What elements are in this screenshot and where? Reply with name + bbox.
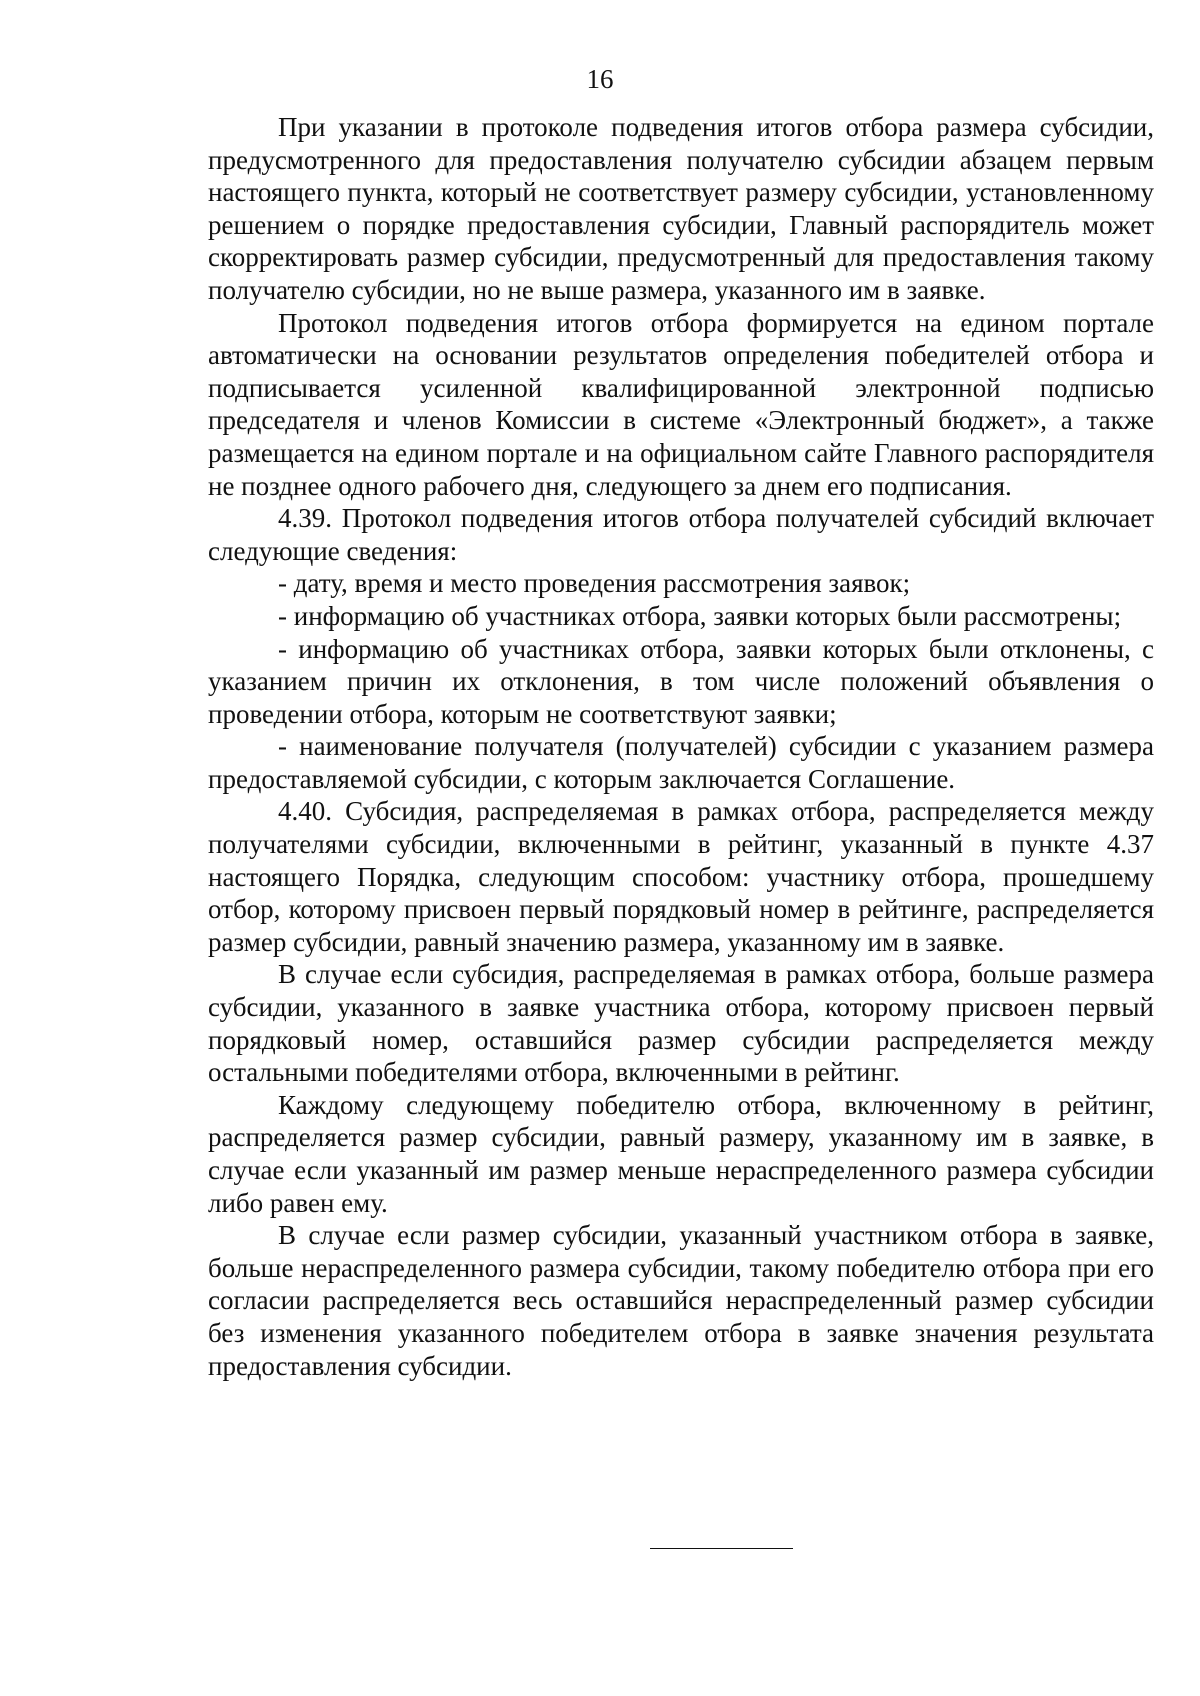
- end-divider: [650, 1548, 793, 1549]
- paragraph-4-39: 4.39. Протокол подведения итогов отбора получателей субсидий включает следующие сведения:: [208, 503, 1154, 566]
- paragraph-protocol-formation: Протокол подведения итогов отбора формируется на едином портале автоматически на основании результатов определения победителей отбора и подписывается усиленной квалифицированной электронной подписью председателя и членов Комиссии в системе «Электронный бюджет», а также размещается на едином портале и на официальном сайте Главного распорядителя не позднее одного рабочего дня, следующего за днем его подписания.: [208, 307, 1154, 501]
- list-item-rejected-participants: - информацию об участниках отбора, заявки которых были отклонены, с указанием причин их отклонения, в том числе положений объявления о проведении отбора, которым не соответствуют заявки;: [208, 633, 1154, 729]
- paragraph-4-40: 4.40. Субсидия, распределяемая в рамках отбора, распределяется между получателями субсидии, включенными в рейтинг, указанный в пункте 4.37 настоящего Порядка, следующим способом: участнику отбора, прошедшему отбор, которому присвоен первый порядковый номер в рейтинге, распределяется размер субсидии, равный значению размера, указанному им в заявке.: [208, 796, 1154, 957]
- list-item-date-time-place: - дату, время и место проведения рассмотрения заявок;: [278, 568, 911, 599]
- list-item-recipient-name: - наименование получателя (получателей) субсидии с указанием размера предоставляемой субсидии, с которым заключается Соглашение.: [208, 731, 1154, 794]
- document-body: [208, 111, 1154, 1382]
- paragraph-larger-request: В случае если размер субсидии, указанный участником отбора в заявке, больше нераспределенного размера субсидии, такому победителю отбора при его согласии распределяется весь оставшийся нераспределенный размер субсидии без изменения указанного победителем отбора в заявке значения результата предоставления субсидии.: [208, 1220, 1154, 1381]
- paragraph-subsidy-correction: При указании в протоколе подведения итогов отбора размера субсидии, предусмотренного для предоставления получателю субсидии абзацем первым настоящего пункта, который не соответствует размеру субсидии, установленному решением о порядке предоставления субсидии, Главный распорядитель может скорректировать размер субсидии, предусмотренный для предоставления такому получателю субсидии, но не выше размера, указанного им в заявке.: [208, 112, 1154, 305]
- page-number: 16: [586, 64, 614, 94]
- paragraph-next-winner: Каждому следующему победителю отбора, включенному в рейтинг, распределяется размер субсидии, равный размеру, указанному им в заявке, в случае если указанный им размер меньше нераспределенного размера субсидии либо равен ему.: [208, 1089, 1154, 1218]
- paragraph-remaining-subsidy: В случае если субсидия, распределяемая в рамках отбора, больше размера субсидии, указанного в заявке участника отбора, которому присвоен первый порядковый номер, оставшийся размер субсидии распределяется между остальными победителями отбора, включенными в рейтинг.: [208, 959, 1154, 1088]
- list-item-considered-participants: - информацию об участниках отбора, заявки которых были рассмотрены;: [278, 600, 1122, 631]
